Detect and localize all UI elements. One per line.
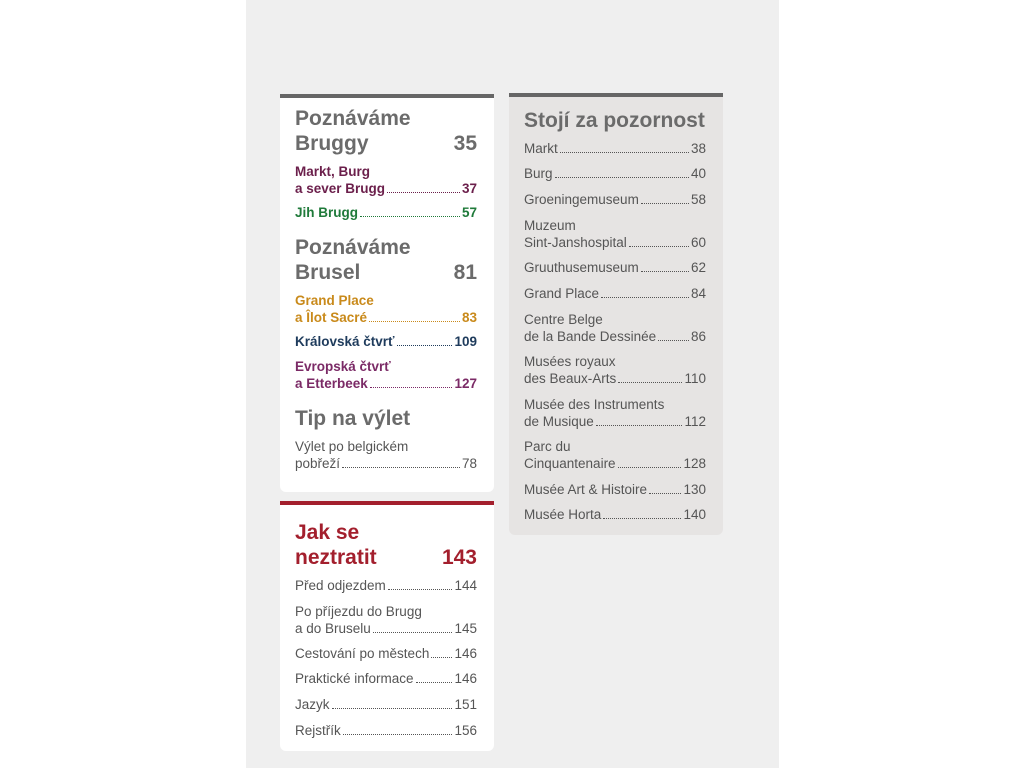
dot-leader: [658, 334, 689, 341]
page-number: 127: [454, 376, 477, 391]
page-number: 62: [690, 260, 706, 275]
dot-leader: [360, 210, 460, 217]
page-number: 86: [690, 329, 706, 344]
toc-entry-label: Muzeum: [524, 218, 576, 233]
toc-entry-label: Jih Brugg: [295, 205, 358, 220]
toc-entry-label: Markt: [524, 141, 558, 156]
section-page: 81: [453, 261, 477, 284]
toc-entry-label: a sever Brugg: [295, 181, 386, 196]
section-title: Stojí za pozornost: [524, 109, 705, 132]
dot-leader: [641, 197, 689, 204]
toc-entry-label: Centre Belge: [524, 312, 603, 327]
toc-entry-label: Cinquantenaire: [524, 456, 616, 471]
toc-entry-label: a Îlot Sacré: [295, 310, 368, 325]
section-page: 143: [441, 546, 477, 569]
toc-entry-label: a do Bruselu: [295, 621, 371, 636]
page-number: 156: [454, 723, 477, 738]
page-number: 130: [683, 482, 706, 497]
dot-leader: [601, 291, 689, 298]
dot-leader: [629, 240, 689, 247]
dot-leader: [618, 376, 682, 383]
toc-entry-label: Cestování po městech: [295, 646, 430, 661]
dot-leader: [332, 702, 453, 709]
dot-leader: [370, 381, 453, 388]
dot-leader: [431, 651, 452, 658]
toc-entry-label: Evropská čtvrť: [295, 359, 391, 374]
dot-leader: [388, 583, 453, 590]
dot-leader: [641, 265, 689, 272]
toc-entry-label: Jazyk: [295, 697, 330, 712]
toc-entry-label: Musée des Instruments: [524, 397, 665, 412]
section-title: Poznáváme: [295, 107, 411, 130]
toc-entry-label: Gruuthusemuseum: [524, 260, 639, 275]
toc-entry-label: pobřeží: [295, 456, 341, 471]
dot-leader: [618, 461, 682, 468]
toc-entry-label: Grand Place: [524, 286, 600, 301]
page-number: 57: [461, 205, 477, 220]
page-number: 144: [454, 578, 477, 593]
toc-entry-label: Praktické informace: [295, 671, 414, 686]
page-number: 146: [454, 646, 477, 661]
toc-entry-label: de la Bande Dessinée: [524, 329, 657, 344]
toc-entry-label: Musées royaux: [524, 354, 616, 369]
toc-entry-label: Musée Horta: [524, 507, 602, 522]
toc-entry-label: Královská čtvrť: [295, 334, 395, 349]
page-number: 151: [454, 697, 477, 712]
section-title: Bruggy: [295, 132, 369, 155]
toc-entry-label: Markt, Burg: [295, 164, 371, 179]
page-number: 109: [454, 334, 477, 349]
toc-entry-label: Rejstřík: [295, 723, 341, 738]
section-title: Jak se: [295, 521, 360, 544]
page-number: 83: [461, 310, 477, 325]
dot-leader: [369, 315, 460, 322]
toc-entry-label: Grand Place: [295, 293, 374, 308]
toc-entry-label: Burg: [524, 166, 553, 181]
toc-entry-label: Výlet po belgickém: [295, 439, 409, 454]
toc-entry-label: des Beaux-Arts: [524, 371, 617, 386]
toc-entry-label: Sint-Janshospital: [524, 235, 627, 250]
page-number: 84: [690, 286, 706, 301]
dot-leader: [596, 419, 683, 426]
page-number: 112: [684, 414, 706, 429]
page-number: 38: [690, 141, 706, 156]
toc-entry-label: Parc du: [524, 439, 571, 454]
toc-entry-label: Groeningemuseum: [524, 192, 639, 207]
dot-leader: [560, 146, 689, 153]
page-number: 128: [683, 456, 706, 471]
page-number: 146: [454, 671, 477, 686]
dot-leader: [373, 626, 453, 633]
dot-leader: [416, 676, 453, 683]
toc-entry-label: Musée Art & Histoire: [524, 482, 648, 497]
dot-leader: [342, 461, 460, 468]
page-number: 78: [461, 456, 477, 471]
dot-leader: [397, 339, 453, 346]
page-number: 110: [684, 371, 706, 386]
section-title: neztratit: [295, 546, 377, 569]
toc-entry-label: de Musique: [524, 414, 594, 429]
page-number: 145: [454, 621, 477, 636]
section-page: 35: [453, 132, 477, 155]
toc-entry-label: Po příjezdu do Brugg: [295, 604, 422, 619]
dot-leader: [387, 186, 460, 193]
dot-leader: [603, 512, 681, 519]
toc-entry-label: Před odjezdem: [295, 578, 386, 593]
page-number: 58: [690, 192, 706, 207]
dot-leader: [555, 171, 689, 178]
toc-entry-label: a Etterbeek: [295, 376, 368, 391]
dot-leader: [343, 728, 453, 735]
section-title: Poznáváme: [295, 236, 411, 259]
page-number: 140: [683, 507, 706, 522]
page-number: 37: [461, 181, 477, 196]
page-number: 60: [690, 235, 706, 250]
section-title: Tip na výlet: [295, 407, 411, 430]
page-number: 40: [690, 166, 706, 181]
dot-leader: [649, 487, 681, 494]
section-title: Brusel: [295, 261, 361, 284]
